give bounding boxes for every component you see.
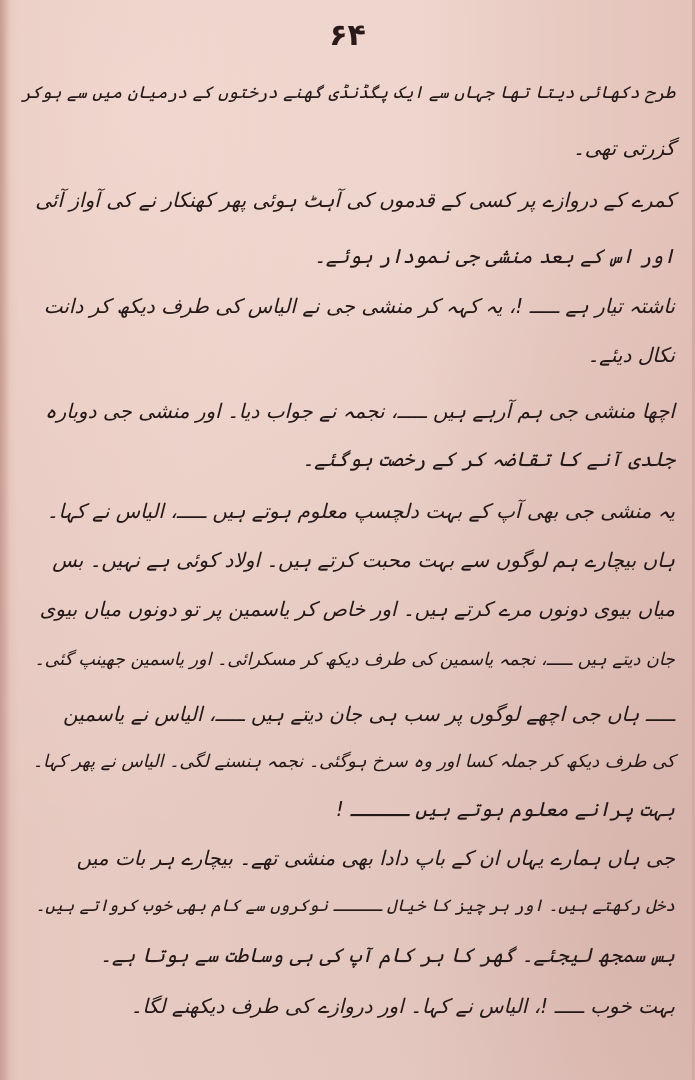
page-number: ۶۴ [329,18,366,53]
text-line: جی ہاں ہمارے یہاں ان کے باپ دادا بھی منشی تھے۔ بیچارے ہر بات میں [76,846,675,870]
text-line: ہاں بیچارے ہم لوگوں سے بہت محبت کرتے ہیں۔ اولاد کوئی ہے نہیں۔ بس [52,548,675,572]
text-line: ـــــ ہاں جی اچھے لوگوں پر سب ہی جان دیتے ہیں ـــــ، الیاس نے یاسمین [63,702,675,726]
text-line: گزرتی تھی۔ [573,136,675,160]
text-line: دخل رکھتے ہیں۔ اور ہر چیز کا خیال ـــــ نوکروں سے کام بھی خوب کرواتے ہیں۔ [35,896,675,915]
text-line: طرح دکھائی دیتا تھا جہاں سے ایک پگڈنڈی گھنے درختوں کے درمیان میں سے ہوکر [21,83,675,103]
text-line: جلدی آنے کا تقاضہ کر کے رخصت ہوگئے۔ [302,447,675,471]
text-line: جان دیتے ہیں ـــــ، نجمہ یاسمین کی طرف دیکھ کر مسکرائی۔ اور یاسمین جھینپ گئی۔ [34,650,675,670]
text-line: اچھا منشی جی ہم آرہے ہیں ـــــ، نجمہ نے جواب دیا۔ اور منشی جی دوبارہ [44,399,675,423]
text-line: نکال دیئے۔ [587,343,675,367]
text-line: اور اس کے بعد منشی جی نمودار ہوئے۔ [314,244,675,268]
text-line: میاں بیوی دونوں مرے کرتے ہیں۔ اور خاص کر یاسمین پر تو دونوں میاں بیوی [39,597,675,621]
text-line: ناشتہ تیار ہے ـــــ !، یہ کہہ کر منشی جی نے الیاس کی طرف دیکھ کر دانت [43,294,675,318]
text-line: کمرے کے دروازے پر کسی کے قدموں کی آہٹ ہوئی پھر کھنکار نے کی آواز آئی [35,188,675,212]
text-line: بہت خوب ـــــ !، الیاس نے کہا۔ اور دروازے کی طرف دیکھنے لگا۔ [130,994,675,1018]
text-line: بس سمجھ لیجئے۔ گھر کا ہر کام آپ کی ہی وساطت سے ہوتا ہے۔ [100,943,675,967]
text-line: بہت پرانے معلوم ہوتے ہیں ـــــ ! [335,797,675,821]
text-line: یہ منشی جی بھی آپ کے بہت دلچسپ معلوم ہوتے ہیں ـــــ، الیاس نے کہا۔ [46,499,675,523]
text-line: کی طرف دیکھ کر جملہ کسا اور وہ سرخ ہوگئی۔ نجمہ ہنسنے لگی۔ الیاس نے پھر کہا۔ [32,752,675,772]
page-binding-edge [0,0,10,1080]
